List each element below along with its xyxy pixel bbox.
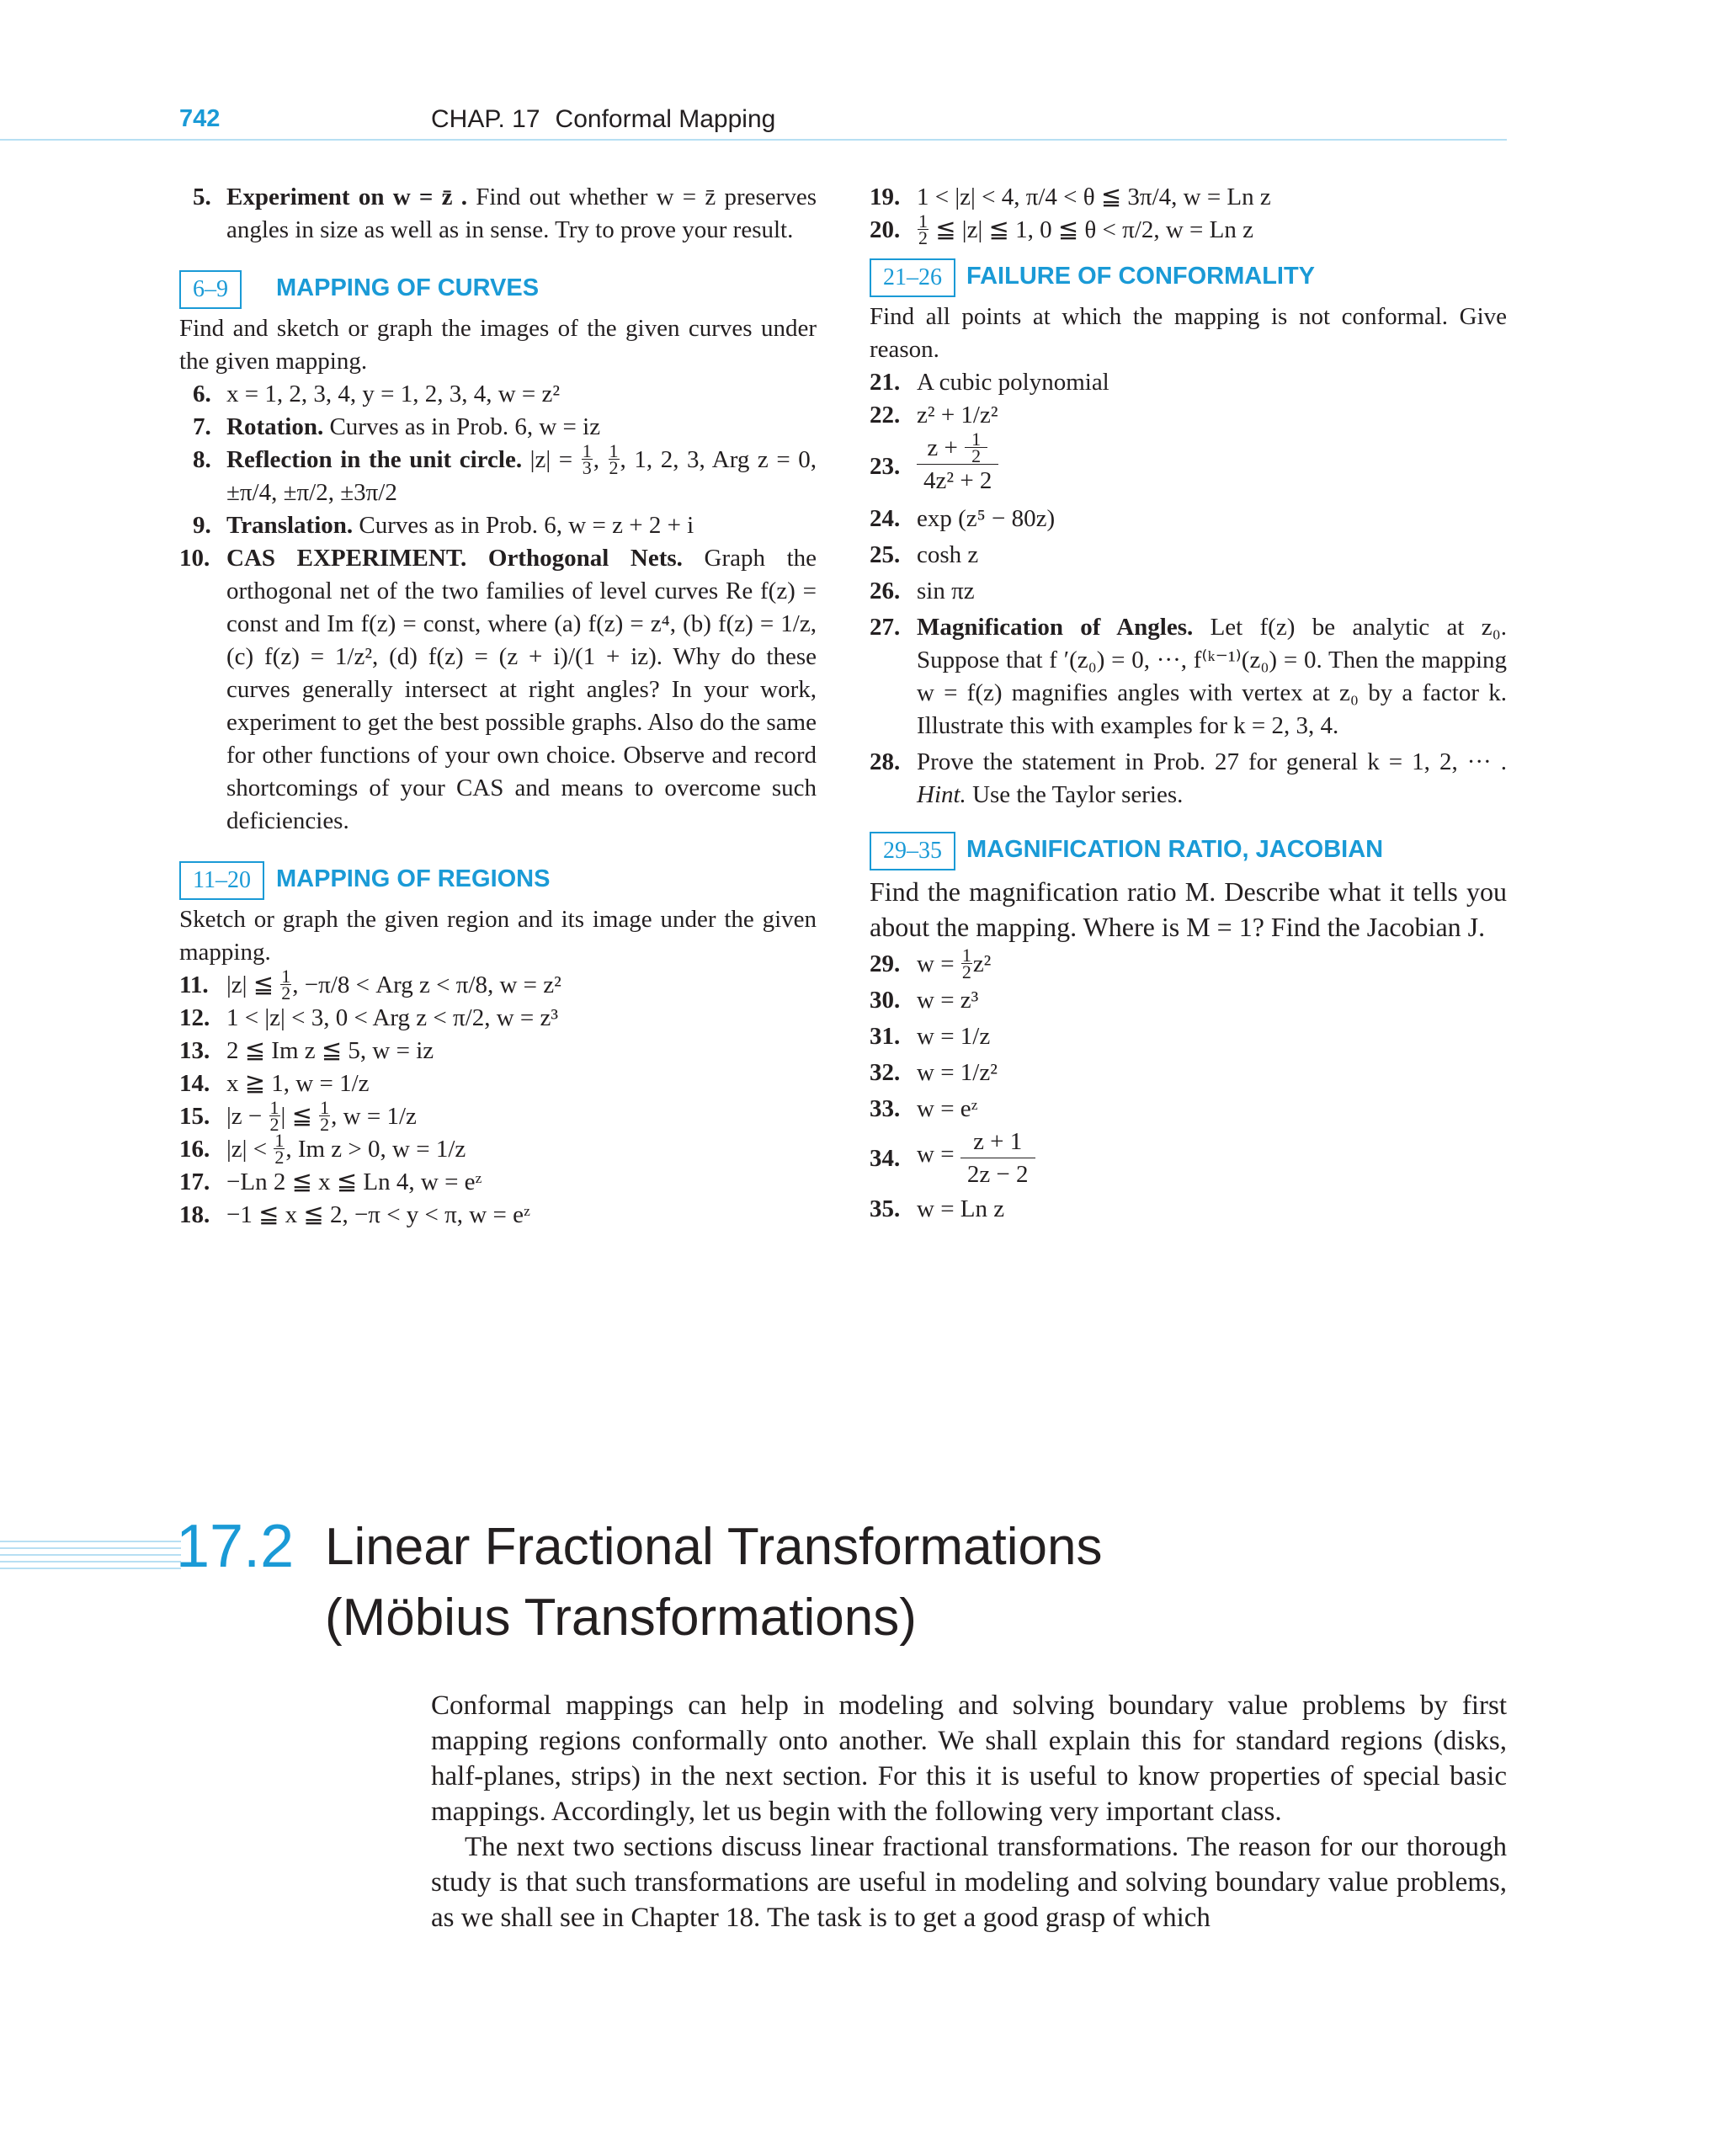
fraction: $\frac{1}{2}$ [320,1096,330,1135]
problem-16: 16. |z| < $\frac{1}{2}$ , Im z > 0, w = 1/z [179,1129,466,1168]
problem-13: 13. 2 ≦ Im z ≦ 5, w = iz [179,1037,434,1064]
problem-22: 22. z² + 1/z² [870,402,998,429]
problem-number: 5. [193,184,211,210]
section-box-11-20 [179,858,817,902]
problem-label: Experiment on w = z̄ . [226,184,467,210]
problem-17: 17. −Ln 2 ≦ x ≦ Ln 4, w = eᶻ [179,1168,482,1195]
fraction: $\frac{1}{2}$ [281,965,291,1003]
problem-6: 6. x = 1, 2, 3, 4, y = 1, 2, 3, 4, w = z² [193,381,561,407]
problem-range: 11–20 [179,861,264,900]
problem-35: 35. w = Ln z [870,1195,1005,1222]
problem-5 [179,181,817,247]
fraction: $\frac{1}{2}$ [961,944,971,982]
problem-23: 23. z + $\frac{1}{2}$ 4z² + 2 [870,432,1507,503]
problem-15: 15. |z − $\frac{1}{2}$ | ≦ $\frac{1}{2}$ , w = 1/z [179,1096,417,1135]
fraction: $\frac{1}{2}$ [269,1096,279,1135]
header-rule [0,139,1507,141]
problem-text: Find out whether w = z̄ preserves angles in size as well as in sense. Try to prove your result. [226,184,817,243]
problem-group-title: MAGNIFICATION RATIO, JACOBIAN [966,836,1384,863]
group-instructions: Find the magnification ratio M. Describe what it tells you about the mapping. Where is M = 1? Find the Jacobian J. [870,876,1507,942]
problem-31: 31. w = 1/z [870,1023,991,1050]
right-column [870,181,1507,1226]
running-head [431,103,775,136]
problem-12: 12. 1 < |z| < 3, 0 < Arg z < π/2, w = z³ [179,1004,559,1031]
decor-stripe [0,1554,181,1556]
problem-30: 30. w = z³ [870,987,979,1014]
section-title [325,1512,1103,1653]
problem-9: 9. Translation. Curves as in Prob. 6, w = z + 2 + i [193,512,694,539]
section-box-29-35 [870,828,1507,872]
fraction: $\frac{1}{2}$ [918,210,928,248]
problem-range: 21–26 [870,258,955,297]
problem-29: 29. w = $\frac{1}{2}$ z² [870,944,992,982]
chapter-label: CHAP. 17 [431,105,540,133]
problem-32: 32. w = 1/z² [870,1059,998,1086]
problem-11: 11. |z| ≦ $\frac{1}{2}$ , −π/8 < Arg z < π/8, w = z² [179,965,561,1003]
left-column [179,181,817,1232]
section-box-21-26 [870,255,1507,299]
section-box-6-9 [179,267,817,311]
problem-33: 33. w = eᶻ [870,1095,978,1122]
problem-group-title: MAPPING OF CURVES [276,274,540,301]
group-instructions: Find and sketch or graph the images of the given curves under the given mapping. [179,315,817,375]
decor-stripe [0,1568,181,1569]
problem-18: 18. −1 ≦ x ≦ 2, −π < y < π, w = eᶻ [179,1201,530,1228]
problem-range: 29–35 [870,832,955,870]
fraction: $\frac{z + 1}{2z - 2}$ [960,1126,1035,1190]
section-intro [431,1688,1507,1935]
section-title-line-1: Linear Fractional Transformations [325,1518,1103,1576]
chapter-title: Conformal Mapping [555,105,776,133]
decor-stripe [0,1541,181,1542]
problem-27: 27. Magnification of Angles. Let f(z) be analytic at z₀. Suppose that f ′(z₀) = 0, ···, f⁽ᵏ⁻¹⁾(z₀) = 0. Then the mapping w = f(z) magnifies angles with vertex at z₀ by a factor k. Illustrate this with examples for k = 2, 3, 4. [870,614,1507,739]
fraction: $\frac{1}{3}$ [582,439,592,478]
problem-group-title: MAPPING OF REGIONS [276,865,551,892]
problem-8: 8. Reflection in the unit circle. |z| = $\frac{1}{3}$ , $\frac{1}{2}$ , 1, 2, 3, Arg z = 0, ±π/4, ±π/2, ±3π/2 [193,439,817,506]
paragraph: Conformal mappings can help in modeling and solving boundary value problems by first mapping regions conformally onto another. We shall explain this for standard regions (disks, half-planes, strips) in the next section. For this it is useful to know properties of special basic mappings. Accordingly, let us begin with the following very important class. [431,1690,1507,1827]
section-title-line-2: (Möbius Transformations) [325,1589,917,1647]
problem-20: 20. $\frac{1}{2}$ ≦ |z| ≦ 1, 0 ≦ θ < π/2, w = Ln z [870,210,1253,248]
problem-7: 7. Rotation. Curves as in Prob. 6, w = iz [193,413,601,440]
fraction: $\frac{1}{2}$ [609,439,619,478]
problem-28: 28. Prove the statement in Prob. 27 for general k = 1, 2, ··· . Hint. Use the Taylor series. [870,748,1507,808]
section-heading [0,1509,1724,1677]
group-instructions: Find all points at which the mapping is not conformal. Give reason. [870,303,1507,363]
problem-group-title: FAILURE OF CONFORMALITY [966,263,1316,290]
problem-26: 26. sin πz [870,578,975,604]
paragraph: The next two sections discuss linear fractional transformations. The reason for our thorough study is that such transformations are useful in modeling and solving boundary value problems, as we shall see in Chapter 18. The task is to get a good grasp of which [431,1832,1507,1933]
problem-25: 25. cosh z [870,541,979,568]
problem-19: 19. 1 < |z| < 4, π/4 < θ ≦ 3π/4, w = Ln z [870,184,1271,210]
problem-21: 21. A cubic polynomial [870,369,1109,396]
page-header [0,103,1724,145]
decor-stripe [0,1561,181,1562]
page-number: 742 [179,105,221,132]
problem-range: 6–9 [179,270,242,309]
problem-14: 14. x ≧ 1, w = 1/z [179,1070,370,1097]
decor-stripe [0,1547,181,1549]
problem-10: 10. CAS EXPERIMENT. Orthogonal Nets. Graph the orthogonal net of the two families of level curves Re f(z) = const and Im f(z) = const, where (a) f(z) = z⁴, (b) f(z) = 1/z, (c) f(z) = 1/z², (d) f(z) = (z + i)/(1 + iz). Why do these curves generally intersect at right angles? In your work, experiment to get the best possible graphs. Also do the same for other functions of your own choice. Observe and record shortcomings of your CAS and means to overcome such deficiencies. [179,545,817,834]
section-number: 17.2 [176,1513,295,1580]
problem-24: 24. exp (z⁵ − 80z) [870,505,1056,532]
fraction: $\frac{1}{2}$ [274,1129,285,1168]
group-instructions: Sketch or graph the given region and its image under the given mapping. [179,906,817,966]
fraction: z + $\frac{1}{2}$ 4z² + 2 [917,432,998,497]
problem-34: 34. w = $\frac{z + 1}{2z - 2}$ [870,1126,1507,1193]
